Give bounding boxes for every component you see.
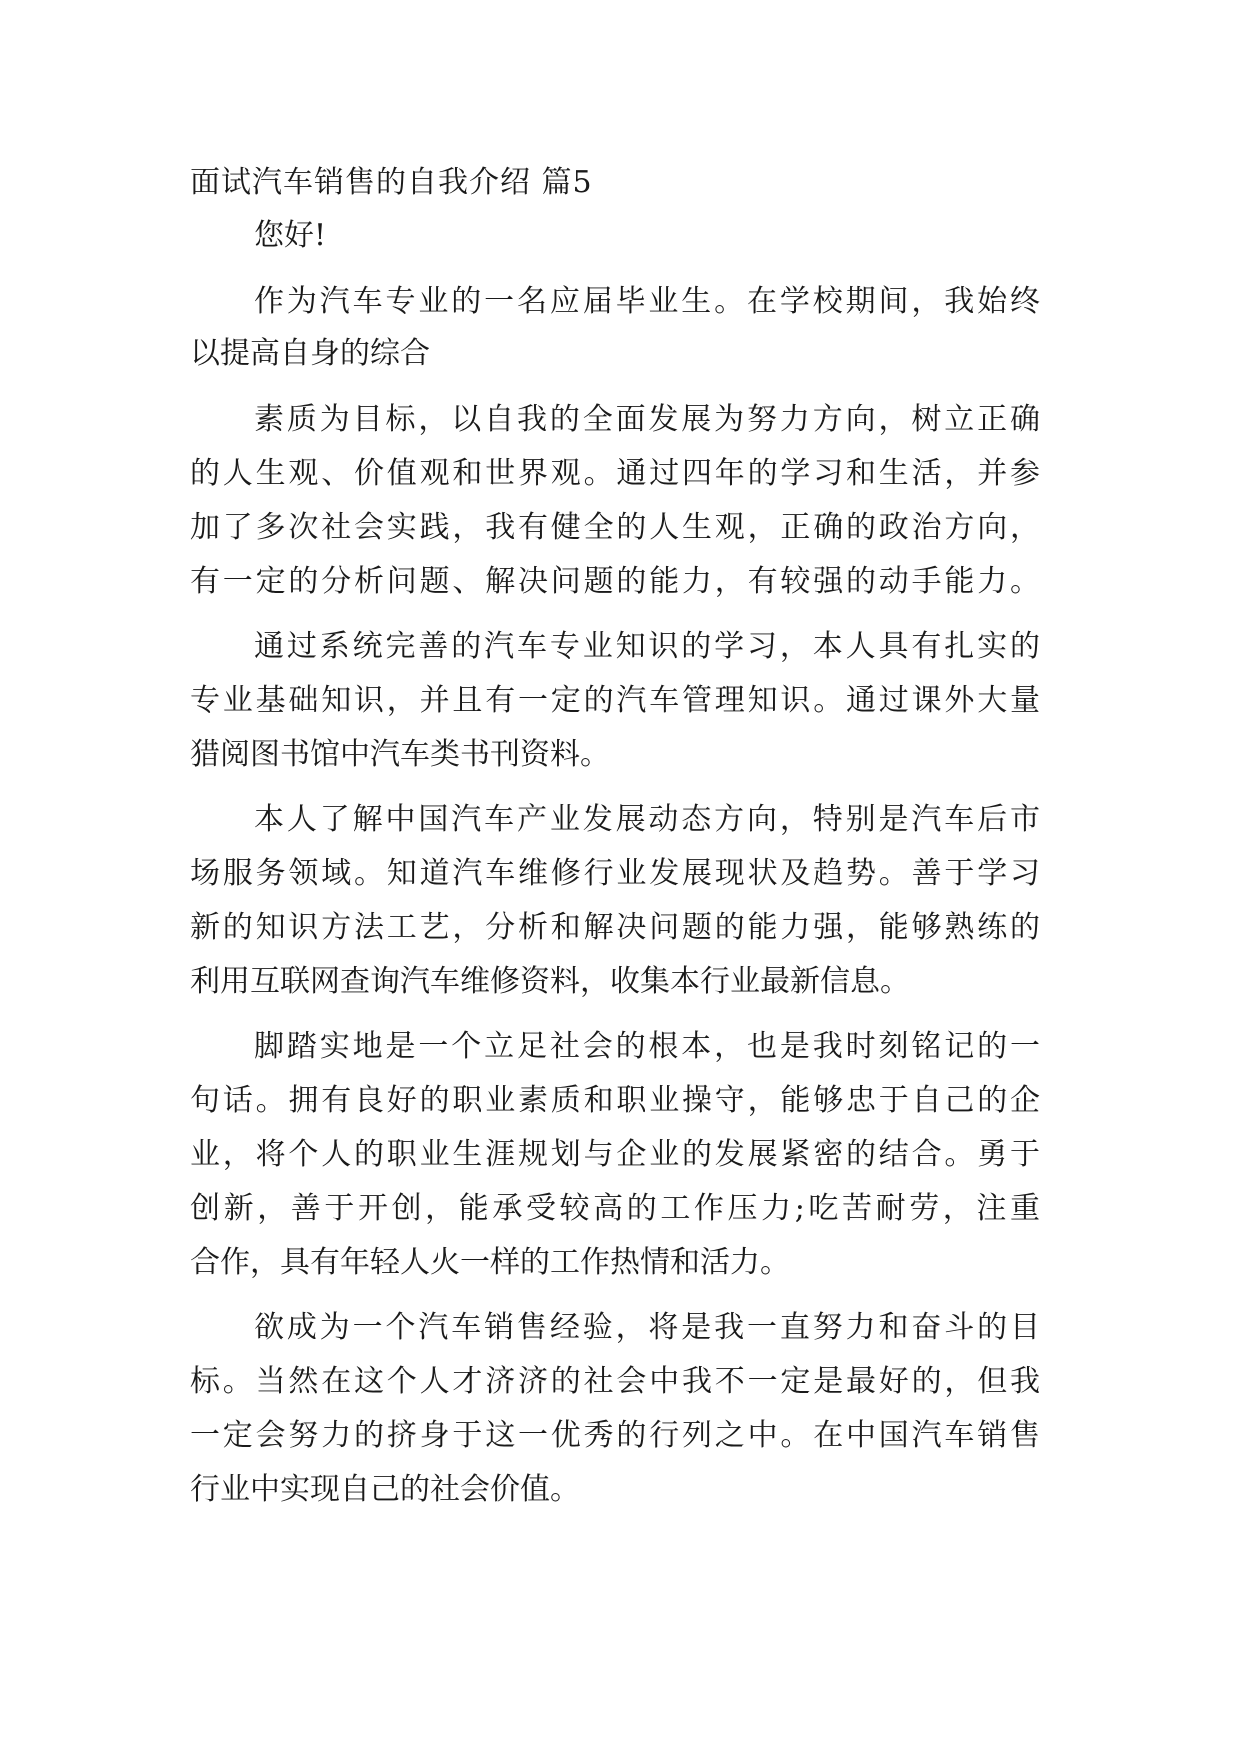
paragraph-line: 场服务领域。知道汽车维修行业发展现状及趋势。善于学习 [190,856,1040,891]
paragraph-line: 猎阅图书馆中汽车类书刊资料。 [190,737,610,772]
paragraph-line: 欲成为一个汽车销售经验，将是我一直努力和奋斗的目 [254,1310,1040,1345]
paragraph-line: 句话。拥有良好的职业素质和职业操守，能够忠于自己的企 [190,1083,1040,1118]
paragraph-line: 作为汽车专业的一名应届毕业生。在学校期间，我始终 [254,284,1040,319]
paragraph-line: 业，将个人的职业生涯规划与企业的发展紧密的结合。勇于 [190,1137,1040,1172]
document-title: 面试汽车销售的自我介绍 篇5 [190,165,593,200]
paragraph-line: 创新，善于开创，能承受较高的工作压力;吃苦耐劳，注重 [190,1191,1040,1226]
paragraph-line: 加了多次社会实践，我有健全的人生观，正确的政治方向， [190,510,1040,545]
paragraph-line: 一定会努力的挤身于这一优秀的行列之中。在中国汽车销售 [190,1418,1040,1453]
greeting-line: 您好! [254,218,327,253]
paragraph-line: 专业基础知识，并且有一定的汽车管理知识。通过课外大量 [190,683,1040,718]
paragraph-line: 本人了解中国汽车产业发展动态方向，特别是汽车后市 [254,802,1040,837]
paragraph-line: 脚踏实地是一个立足社会的根本，也是我时刻铭记的一 [254,1029,1040,1064]
paragraph-line: 合作，具有年轻人火一样的工作热情和活力。 [190,1245,790,1280]
paragraph-line: 有一定的分析问题、解决问题的能力，有较强的动手能力。 [190,564,1040,599]
paragraph-line: 行业中实现自己的社会价值。 [190,1472,580,1507]
paragraph-line: 利用互联网查询汽车维修资料，收集本行业最新信息。 [190,964,910,999]
paragraph-line: 标。当然在这个人才济济的社会中我不一定是最好的，但我 [190,1364,1040,1399]
paragraph-line: 通过系统完善的汽车专业知识的学习，本人具有扎实的 [254,629,1040,664]
paragraph-line: 素质为目标，以自我的全面发展为努力方向，树立正确 [254,402,1040,437]
paragraph-line: 新的知识方法工艺，分析和解决问题的能力强，能够熟练的 [190,910,1040,945]
paragraph-line: 以提高自身的综合 [190,336,430,371]
paragraph-line: 的人生观、价值观和世界观。通过四年的学习和生活，并参 [190,456,1040,491]
